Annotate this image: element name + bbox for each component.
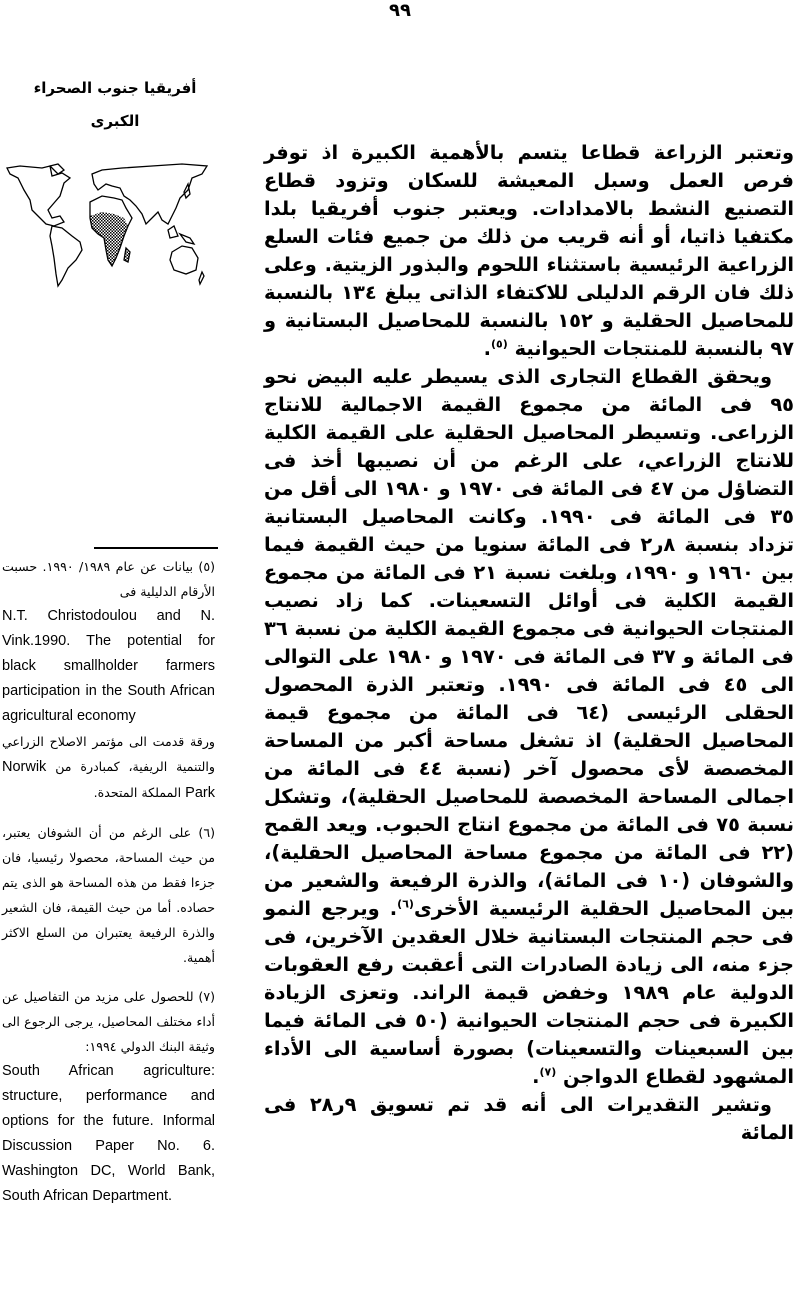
region-title: أفريقيا جنوب الصحراء — [33, 79, 197, 97]
paragraph — [264, 1091, 794, 1147]
period: . — [483, 337, 492, 360]
paragraph — [264, 363, 794, 1091]
footnote-5-arabic-2: ورقة قدمت الى مؤتمر الاصلاح الزراعي والتنمية الريفية، كمبادرة من — [2, 734, 215, 774]
paragraph-text: وتعتبر الزراعة قطاعا يتسم بالأهمية الكبيرة اذ توفر فرص العمل وسبل المعيشة للسكان وتزود قطاع التصنيع النشط بالامدادات. ويعتبر جنوب أفريقيا بلدا مكتفيا ذاتيا، أو أنه قريب من ذلك من جميع فئات السلع الزراعية الرئيسية باستثناء اللحوم والبذور الزيتية. وعلى ذلك فان الرقم الدليلى للاكتفاء الذاتى يبلغ ١٣٤ بالنسبة للمحاصيل الحقلية و ١٥٢ بالنسبة للمحاصيل البستانية و ٩٧ بالنسبة للمنتجات الحيوانية — [264, 141, 795, 360]
footnote-5 — [2, 554, 215, 806]
paragraph-text: وتشير التقديرات الى أنه قد تم تسويق ٩ر٢٨ فى المائة — [264, 1093, 794, 1144]
footnote-ref[interactable]: (٥) — [491, 337, 508, 351]
footnote-5-place: Norwik Park — [2, 759, 215, 801]
footnote-7 — [2, 984, 215, 1209]
north-america-shape — [7, 166, 70, 226]
page-number: ٩٩ — [389, 0, 411, 21]
footnotes — [2, 554, 215, 1223]
paragraph — [264, 139, 794, 363]
paragraph-text: . ويرجع النمو فى حجم المنتجات البستانية خلال العقدين الآخرين، فى جزء منه، الى زيادة الصادرات التى أعقبت رفع العقوبات الدولية عام ١٩٨٩ وخفض قيمة الراند. وتعزى الزيادة الكبيرة فى حجم المنتجات الحيوانية (٥٠ فى المائة فيما بين السبعينات والتسعينات) بصورة أساسية الى الأداء المشهود لقطاع الدواجن — [264, 897, 794, 1088]
main-text — [264, 139, 794, 1147]
footnote-5-arabic: (٥) بيانات عن عام ١٩٨٩/ ١٩٩٠. حسبت الأرقام الدليلية فى — [2, 559, 215, 599]
footnote-separator — [94, 547, 218, 549]
footnote-5-citation: N.T. Christodoulou and N. Vink.1990. The potential for black smallholder farmers participation in the South African agricultural economy — [2, 608, 215, 724]
indonesia-shape — [168, 226, 194, 244]
australia-shape — [170, 246, 198, 274]
footnote-6: (٦) على الرغم من أن الشوفان يعتبر، من حيث المساحة، محصولا رئيسيا، فان جزءا فقط من هذه المساحة هو الذى يتم حصاده. أما من حيث القيمة، فان الشعير والذرة الرفيعة يعتبران من السلع الاكثر أهمية. — [2, 825, 215, 965]
region-title-line2: الكبرى — [90, 112, 140, 130]
footnote-ref[interactable]: (٧) — [539, 1065, 557, 1079]
new-zealand-shape — [199, 272, 204, 284]
world-map-icon — [2, 148, 227, 288]
south-america-shape — [50, 226, 82, 286]
period: . — [532, 1065, 540, 1088]
sidebar — [0, 72, 230, 288]
footnote-ref[interactable]: (٦) — [397, 897, 414, 911]
sub-saharan-africa-highlight — [90, 212, 128, 266]
footnote-7-arabic: (٧) للحصول على مزيد من التفاصيل عن أداء مختلف المحاصيل، يرجى الرجوع الى وثيقة البنك الدولي ١٩٩٤: — [2, 989, 215, 1054]
footnote-7-citation: South African agriculture: structure, performance and options for the future. Informal Discussion Paper No. 6. Washington DC, World Bank, South African Department. — [2, 1063, 215, 1204]
paragraph-text: ويحقق القطاع التجارى الذى يسيطر عليه البيض نحو ٩٥ فى المائة من مجموع القيمة الاجمالية للانتاج الزراعى. وتسيطر المحاصيل الحقلية على القيمة الكلية للانتاج الزراعي، على الرغم من أن نصيبها أخذ فى التضاؤل من ٤٧ فى المائة فى ١٩٧٠ و ١٩٨٠ الى أقل من ٣٥ فى المائة فى ١٩٩٠. وكانت المحاصيل البستانية تزداد بنسبة ٨ر٢ فى المائة سنويا من حيث القيمة فيما بين ١٩٦٠ و ١٩٩٠، وبلغت نسبة ٢١ فى المائة من مجموع القيمة الكلية فى أوائل التسعينات. كما زاد نصيب المنتجات الحيوانية فى مجموع القيمة الكلية من نسبة ٣٦ فى المائة و ٣٧ فى المائة فى ١٩٧٠ و ١٩٨٠ على التوالى الى ٤٥ فى المائة فى ١٩٩٠. وتعتبر الذرة المحصول الحقلى الرئيسى (٦٤ فى المائة من مجموع قيمة المحاصيل الحقلية) اذ تشغل مساحة أكبر من المساحة المخصصة لأى محصول آخر (نسبة ٤٤ فى المائة من اجمالى المساحة المخصصة للمحاصيل الحقلية)، وتشكل نسبة ٧٥ فى المائة من مجموع انتاج الحبوب. ويعد القمح (٢٢ فى المائة من مجموع مساحة المحاصيل الحقلية)، والشوفان (١٠ فى المائة)، والذرة الرفيعة والشعير من بين المحاصيل الحقلية الرئيسية الأخرى — [264, 365, 795, 920]
footnote-5-arabic-3: المملكة المتحدة. — [93, 785, 182, 800]
